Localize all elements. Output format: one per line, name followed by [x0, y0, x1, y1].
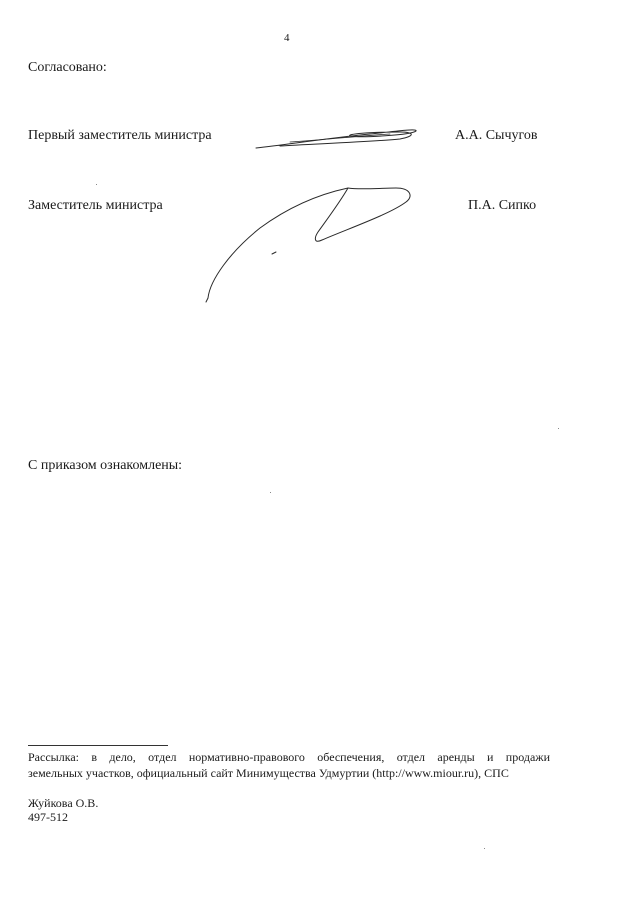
acquainted-heading: С приказом ознакомлены: [28, 458, 183, 473]
footnote-divider [28, 745, 168, 746]
scan-speck [558, 428, 559, 429]
scan-speck [270, 492, 271, 493]
scan-speck [484, 848, 485, 849]
page-number: 4 [284, 32, 290, 44]
handwritten-signature-deputy [200, 180, 420, 305]
executor-phone: 497-512 [28, 810, 68, 824]
scan-speck [96, 184, 97, 185]
handwritten-signature-first-deputy [250, 118, 430, 158]
executor-name: Жуйкова О.В. [28, 796, 99, 810]
signatory-name-first-deputy: А.А. Сычугов [455, 128, 538, 143]
signatory-role-deputy: Заместитель министра [28, 198, 163, 213]
distribution-line-2: земельных участков, официальный сайт Минимущества Удмуртии (http://www.miour.ru), СПС [28, 766, 509, 780]
approval-heading: Согласовано: [28, 60, 107, 75]
signatory-role-first-deputy: Первый заместитель министра [28, 128, 212, 143]
distribution-line-1: Рассылка: в дело, отдел нормативно-правового обеспечения, отдел аренды и продажи [28, 750, 550, 764]
signatory-name-deputy: П.А. Сипко [468, 198, 537, 213]
distribution-list [28, 749, 550, 781]
